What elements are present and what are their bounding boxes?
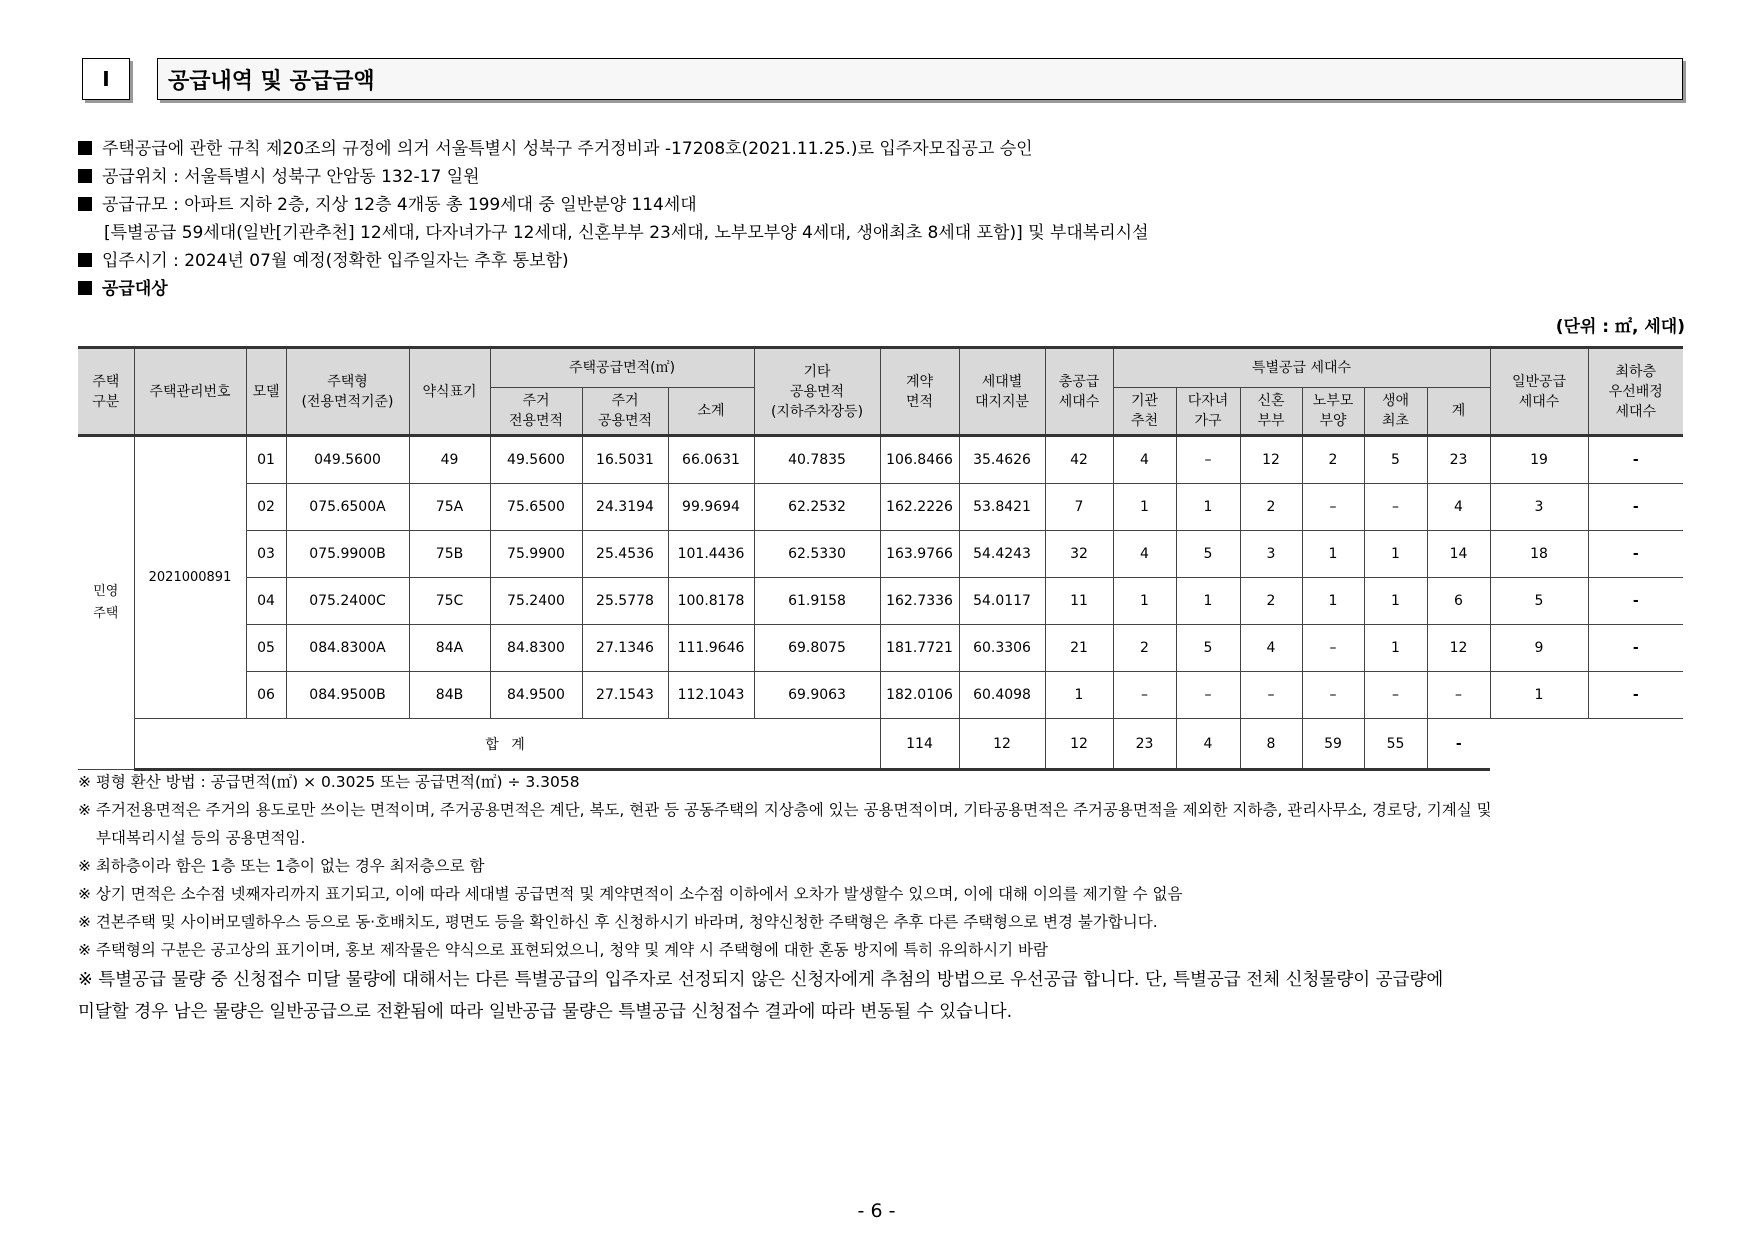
column-header <box>880 348 959 436</box>
cell-common: 25.4536 <box>582 531 668 578</box>
cell-elderly: 2 <box>1302 436 1364 484</box>
header-line: 주거 <box>522 393 550 409</box>
total-newlywed: 23 <box>1113 719 1176 770</box>
header-line: 생애 <box>1381 393 1410 409</box>
bullet-text: 입주시기 : 2024년 07월 예정(정확한 입주일자는 추후 통보함) <box>102 251 569 271</box>
cell-type: 075.2400C <box>286 578 409 625</box>
cell-agency: 1 <box>1113 578 1176 625</box>
total-first: 8 <box>1240 719 1302 770</box>
square-bullet-icon <box>78 281 92 295</box>
cell-subtotal: 66.0631 <box>668 436 754 484</box>
cell-elderly: 1 <box>1302 578 1364 625</box>
total-sp_sum: 59 <box>1302 719 1364 770</box>
cell-lowest: - <box>1588 625 1683 672</box>
cell-sp_sum: – <box>1427 672 1490 719</box>
cell-model: 03 <box>246 531 286 578</box>
cell-contract: 106.8466 <box>880 436 959 484</box>
cell-excl: 75.9900 <box>490 531 582 578</box>
cell-lowest: - <box>1588 578 1683 625</box>
header-line: 계약 <box>905 373 934 390</box>
cell-model: 01 <box>246 436 286 484</box>
header-line: 기타 <box>803 363 831 380</box>
header-line: 노부모 <box>1312 393 1354 409</box>
cell-land: 54.4243 <box>959 531 1045 578</box>
header-line: (전용면적기준) <box>301 393 394 410</box>
cell-type: 075.9900B <box>286 531 409 578</box>
square-bullet-icon <box>78 197 92 211</box>
cell-first: – <box>1364 672 1427 719</box>
table-row <box>78 436 1683 484</box>
column-header: 특별공급 세대수 <box>1113 348 1490 388</box>
cell-type: 075.6500A <box>286 484 409 531</box>
bullet-text: 공급규모 : 아파트 지하 2층, 지상 12층 4개동 총 199세대 중 일반분양 114세대 <box>102 195 697 215</box>
total-elderly: 4 <box>1176 719 1240 770</box>
cell-newlywed: 3 <box>1240 531 1302 578</box>
header-line: 신혼 <box>1257 393 1285 409</box>
header-line: 주택형 <box>327 373 368 390</box>
column-header <box>1427 388 1490 436</box>
column-header: 주택관리번호 <box>134 348 246 436</box>
cell-contract: 181.7721 <box>880 625 959 672</box>
cell-short: 84B <box>409 672 490 719</box>
header-line: 세대수 <box>1518 393 1560 410</box>
cell-subtotal: 101.4436 <box>668 531 754 578</box>
cell-elderly: – <box>1302 672 1364 719</box>
cell-contract: 182.0106 <box>880 672 959 719</box>
bullet-item <box>78 191 1678 219</box>
column-header <box>1490 348 1588 436</box>
header-line: 우선배정 <box>1608 383 1663 400</box>
cell-other: 40.7835 <box>754 436 880 484</box>
cell-excl: 84.8300 <box>490 625 582 672</box>
header-line: 가구 <box>1194 413 1222 429</box>
header-line: 소계 <box>697 403 725 419</box>
cell-other: 69.9063 <box>754 672 880 719</box>
cell-newlywed: 12 <box>1240 436 1302 484</box>
column-header <box>1302 388 1364 436</box>
cell-subtotal: 99.9694 <box>668 484 754 531</box>
cell-general: 1 <box>1490 672 1588 719</box>
total-agency: 12 <box>959 719 1045 770</box>
cell-general: 18 <box>1490 531 1588 578</box>
table-row <box>78 531 1683 578</box>
column-header <box>1176 388 1240 436</box>
column-header <box>78 348 134 436</box>
header-line: 공용면적 <box>597 413 653 429</box>
cell-short: 75C <box>409 578 490 625</box>
column-header: 모델 <box>246 348 286 436</box>
total-multi: 12 <box>1045 719 1113 770</box>
cell-elderly: 1 <box>1302 531 1364 578</box>
header-line: 부양 <box>1319 413 1347 429</box>
bullet-text: 공급대상 <box>102 279 168 299</box>
cell-total: 11 <box>1045 578 1113 625</box>
total-total: 114 <box>880 719 959 770</box>
cell-short: 49 <box>409 436 490 484</box>
cell-land: 53.8421 <box>959 484 1045 531</box>
cell-agency: 4 <box>1113 531 1176 578</box>
cell-multi: 1 <box>1176 578 1240 625</box>
cell-model: 06 <box>246 672 286 719</box>
housing-kind-cell <box>78 436 134 770</box>
cell-sp_sum: 4 <box>1427 484 1490 531</box>
cell-type: 084.9500B <box>286 672 409 719</box>
cell-model: 05 <box>246 625 286 672</box>
header-line: 일반공급 <box>1511 373 1567 390</box>
unit-label: (단위 : ㎡, 세대) <box>1555 317 1685 337</box>
header-line: 부부 <box>1257 413 1285 429</box>
cell-common: 24.3194 <box>582 484 668 531</box>
note-line: ※ 평형 환산 방법 : 공급면적(㎡) × 0.3025 또는 공급면적(㎡) ÷ 3.3058 <box>78 773 580 791</box>
square-bullet-icon <box>78 141 92 155</box>
cell-short: 75B <box>409 531 490 578</box>
cell-common: 25.5778 <box>582 578 668 625</box>
cell-sp_sum: 23 <box>1427 436 1490 484</box>
bullet-text: 공급위치 : 서울특별시 성북구 안암동 132-17 일원 <box>102 167 480 187</box>
bullet-item <box>78 247 1678 275</box>
cell-other: 69.8075 <box>754 625 880 672</box>
column-header <box>959 348 1045 436</box>
cell-type: 084.8300A <box>286 625 409 672</box>
cell-subtotal: 112.1043 <box>668 672 754 719</box>
header-line: 면적 <box>905 393 934 410</box>
bullet-item <box>78 275 1678 303</box>
mgmt-no-cell: 2021000891 <box>134 436 246 719</box>
cell-first: 5 <box>1364 436 1427 484</box>
cell-first: – <box>1364 484 1427 531</box>
header-line: 주택 <box>93 606 119 621</box>
bullet-item <box>78 219 1678 247</box>
cell-agency: 1 <box>1113 484 1176 531</box>
cell-land: 60.3306 <box>959 625 1045 672</box>
column-header: 주택공급면적(㎡) <box>490 348 754 388</box>
cell-contract: 162.2226 <box>880 484 959 531</box>
notes <box>78 768 1683 1028</box>
note-line: ※ 주거전용면적은 주거의 용도로만 쓰이는 면적이며, 주거공용면적은 계단, 복도, 현관 등 공동주택의 지상층에 있는 공용면적이며, 기타공용면적은 주거공용면적을 제외한 지하층, 관리사무소, 경로당, 기계실 및 <box>78 801 1492 819</box>
bullet-list <box>78 135 1678 303</box>
cell-agency: – <box>1113 672 1176 719</box>
column-header <box>1364 388 1427 436</box>
column-header: 약식표기 <box>409 348 490 436</box>
cell-multi: – <box>1176 436 1240 484</box>
note-line: ※ 상기 면적은 소수점 넷째자리까지 표기되고, 이에 따라 세대별 공급면적 및 계약면적이 소수점 이하에서 오차가 발생할수 있으며, 이에 대해 이의를 제기할 수 없음 <box>78 885 1183 903</box>
cell-common: 16.5031 <box>582 436 668 484</box>
cell-land: 35.4626 <box>959 436 1045 484</box>
header-line: 기관 <box>1130 393 1159 409</box>
header-line: 공용면적 <box>789 383 845 400</box>
note-line: ※ 최하층이라 함은 1층 또는 1층이 없는 경우 최저층으로 함 <box>78 857 485 875</box>
cell-agency: 4 <box>1113 436 1176 484</box>
cell-multi: 1 <box>1176 484 1240 531</box>
total-label: 합 계 <box>134 719 880 770</box>
cell-land: 54.0117 <box>959 578 1045 625</box>
column-header <box>1588 348 1683 436</box>
cell-sp_sum: 12 <box>1427 625 1490 672</box>
note-line: ※ 주택형의 구분은 공고상의 표기이며, 홍보 제작물은 약식으로 표현되었으니, 청약 및 계약 시 주택형에 대한 혼동 방지에 특히 유의하시기 바람 <box>78 941 1048 959</box>
cell-elderly: – <box>1302 625 1364 672</box>
cell-sp_sum: 6 <box>1427 578 1490 625</box>
cell-other: 62.5330 <box>754 531 880 578</box>
header-line: (지하주차장등) <box>770 403 864 420</box>
cell-model: 04 <box>246 578 286 625</box>
cell-short: 84A <box>409 625 490 672</box>
cell-excl: 75.6500 <box>490 484 582 531</box>
column-header <box>668 388 754 436</box>
cell-sp_sum: 14 <box>1427 531 1490 578</box>
header-line: 최하층 <box>1615 363 1657 380</box>
header-line: 추천 <box>1130 413 1159 429</box>
square-bullet-icon <box>78 169 92 183</box>
cell-first: 1 <box>1364 578 1427 625</box>
header-line: 세대수 <box>1615 403 1657 420</box>
cell-subtotal: 100.8178 <box>668 578 754 625</box>
cell-short: 75A <box>409 484 490 531</box>
header-line: 세대수 <box>1058 393 1100 410</box>
cell-contract: 163.9766 <box>880 531 959 578</box>
bullet-text: [특별공급 59세대(일반[기관추천] 12세대, 다자녀가구 12세대, 신혼부부 23세대, 노부모부양 4세대, 생애최초 8세대 포함)] 및 부대복리시설 <box>104 223 1149 243</box>
header-line: 다자녀 <box>1187 393 1229 409</box>
column-header <box>1240 388 1302 436</box>
cell-multi: 5 <box>1176 531 1240 578</box>
cell-subtotal: 111.9646 <box>668 625 754 672</box>
column-header <box>754 348 880 436</box>
cell-general: 5 <box>1490 578 1588 625</box>
cell-lowest: - <box>1588 672 1683 719</box>
total-general: 55 <box>1364 719 1427 770</box>
cell-excl: 84.9500 <box>490 672 582 719</box>
cell-general: 3 <box>1490 484 1588 531</box>
total-row <box>78 719 1683 770</box>
cell-first: 1 <box>1364 625 1427 672</box>
table-row <box>78 672 1683 719</box>
column-header <box>286 348 409 436</box>
cell-total: 42 <box>1045 436 1113 484</box>
cell-excl: 75.2400 <box>490 578 582 625</box>
column-header <box>1045 348 1113 436</box>
header-line: 민영 <box>93 584 119 599</box>
cell-first: 1 <box>1364 531 1427 578</box>
column-header <box>582 388 668 436</box>
column-header <box>1113 388 1176 436</box>
column-header <box>490 388 582 436</box>
cell-newlywed: 2 <box>1240 484 1302 531</box>
cell-total: 32 <box>1045 531 1113 578</box>
section-number: I <box>82 58 130 100</box>
cell-total: 21 <box>1045 625 1113 672</box>
header-row <box>78 348 1683 388</box>
header-line: 주택 <box>92 373 120 390</box>
table-row <box>78 578 1683 625</box>
header-line: 전용면적 <box>508 413 564 429</box>
total-lowest: - <box>1427 719 1490 770</box>
header-line: 구분 <box>92 393 120 410</box>
cell-agency: 2 <box>1113 625 1176 672</box>
note-line: ※ 견본주택 및 사이버모델하우스 등으로 동·호배치도, 평면도 등을 확인하신 후 신청하시기 바라며, 청약신청한 주택형은 추후 다른 주택형으로 변경 불가합니다. <box>78 913 1158 931</box>
bullet-item <box>78 163 1678 191</box>
header-line: 주거 <box>611 393 639 409</box>
cell-total: 7 <box>1045 484 1113 531</box>
header-line: 최초 <box>1381 413 1410 429</box>
cell-general: 9 <box>1490 625 1588 672</box>
header-line: 총공급 <box>1058 373 1100 390</box>
cell-model: 02 <box>246 484 286 531</box>
cell-general: 19 <box>1490 436 1588 484</box>
cell-contract: 162.7336 <box>880 578 959 625</box>
cell-type: 049.5600 <box>286 436 409 484</box>
table-row <box>78 625 1683 672</box>
bullet-text: 주택공급에 관한 규칙 제20조의 규정에 의거 서울특별시 성북구 주거정비과 -17208호(2021.11.25.)로 입주자모집공고 승인 <box>102 139 1033 159</box>
note-line: 미달할 경우 남은 물량은 일반공급으로 전환됨에 따라 일반공급 물량은 특별공급 신청접수 결과에 따라 변동될 수 있습니다. <box>78 1002 1013 1022</box>
cell-lowest: - <box>1588 436 1683 484</box>
header-line: 대지지분 <box>974 393 1030 410</box>
section-title: 공급내역 및 공급금액 <box>157 58 1683 100</box>
square-bullet-icon <box>78 253 92 267</box>
cell-elderly: – <box>1302 484 1364 531</box>
cell-multi: – <box>1176 672 1240 719</box>
cell-newlywed: 4 <box>1240 625 1302 672</box>
cell-excl: 49.5600 <box>490 436 582 484</box>
header-line: 세대별 <box>981 373 1023 390</box>
cell-common: 27.1346 <box>582 625 668 672</box>
cell-newlywed: – <box>1240 672 1302 719</box>
header-line: 계 <box>1451 403 1466 419</box>
bullet-item <box>78 135 1678 163</box>
cell-lowest: - <box>1588 484 1683 531</box>
cell-land: 60.4098 <box>959 672 1045 719</box>
supply-table <box>78 346 1683 771</box>
note-line: 부대복리시설 등의 공용면적임. <box>96 829 306 847</box>
table-row <box>78 484 1683 531</box>
cell-other: 62.2532 <box>754 484 880 531</box>
cell-other: 61.9158 <box>754 578 880 625</box>
cell-newlywed: 2 <box>1240 578 1302 625</box>
cell-common: 27.1543 <box>582 672 668 719</box>
note-line: ※ 특별공급 물량 중 신청접수 미달 물량에 대해서는 다른 특별공급의 입주자로 선정되지 않은 신청자에게 추첨의 방법으로 우선공급 합니다. 단, 특별공급 전체 신청물량이 공급량에 <box>78 970 1444 990</box>
cell-total: 1 <box>1045 672 1113 719</box>
page-number: - 6 - <box>857 1200 896 1222</box>
cell-multi: 5 <box>1176 625 1240 672</box>
cell-lowest: - <box>1588 531 1683 578</box>
